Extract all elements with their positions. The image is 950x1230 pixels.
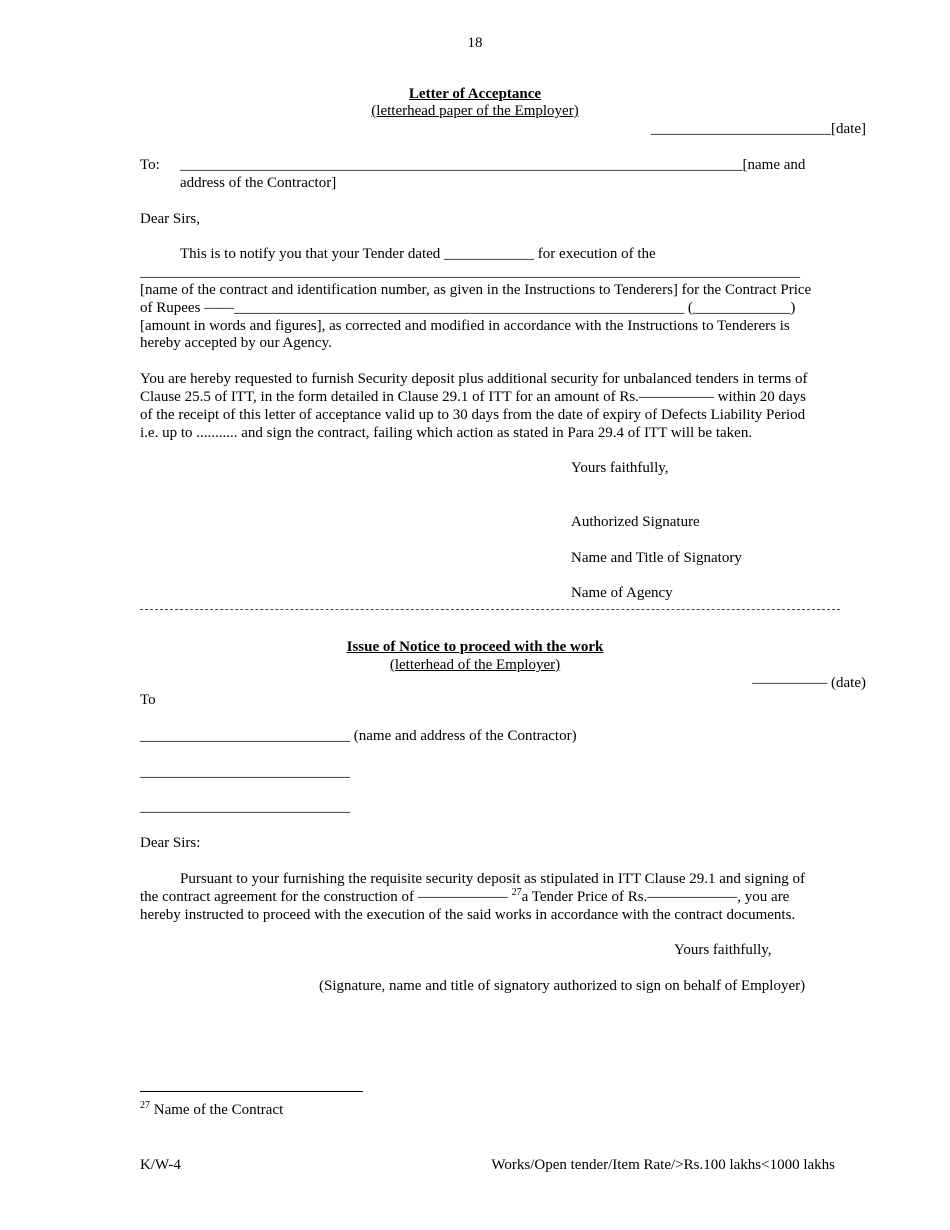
salutation: Dear Sirs,	[140, 211, 200, 227]
paragraph-2-line: of the receipt of this letter of acceptance valid up to 30 days from the date of expiry of Defects Liability Period	[140, 407, 806, 423]
notice-title: Issue of Notice to proceed with the work	[346, 639, 604, 655]
page-number: 18	[467, 35, 483, 51]
paragraph-2-line: Clause 25.5 of ITT, in the form detailed in Clause 29.1 of ITT for an amount of Rs.————— within 20 days	[140, 389, 806, 405]
paragraph-1-line: This is to notify you that your Tender dated ____________ for execution of the	[180, 246, 656, 262]
contractor-line-cont: address of the Contractor]	[180, 175, 337, 191]
closing: Yours faithfully,	[571, 460, 669, 476]
signature-note: (Signature, name and title of signatory authorized to sign on behalf of Employer)	[319, 978, 806, 994]
letter-of-acceptance-subtitle: (letterhead paper of the Employer)	[371, 103, 579, 119]
paragraph-2-line: You are hereby requested to furnish Security deposit plus additional security for unbalanced tenders in terms of	[140, 371, 808, 387]
footnote	[140, 1101, 283, 1119]
paragraph-1-line: [amount in words and figures], as corrected and modified in accordance with the Instructions to Tenderers is	[140, 318, 790, 334]
notice-address-line: ____________________________ (name and address of the Contractor)	[140, 728, 577, 744]
notice-paragraph-line	[140, 888, 789, 906]
paragraph-1-line: hereby accepted by our Agency.	[140, 335, 332, 351]
notice-paragraph-line: Pursuant to your furnishing the requisite security deposit as stipulated in ITT Clause 29.1 and signing of	[180, 871, 806, 887]
notice-address-line: ____________________________	[140, 764, 350, 780]
to-label: To:	[140, 157, 160, 173]
notice-closing: Yours faithfully,	[674, 942, 772, 958]
footnote-reference: 27	[511, 887, 522, 898]
footer-left: K/W-4	[140, 1157, 181, 1173]
notice-salutation: Dear Sirs:	[140, 835, 201, 851]
notice-to-label: To	[140, 692, 156, 708]
notice-paragraph-line: hereby instructed to proceed with the execution of the said works in accordance with the contract documents.	[140, 907, 796, 923]
authorized-signature: Authorized Signature	[571, 514, 700, 530]
agency-name: Name of Agency	[571, 585, 673, 601]
paragraph-1-line: ________________________________________________________________________________________	[140, 264, 800, 280]
notice-paragraph-text: the contract agreement for the construction of ——————	[140, 889, 512, 905]
footer-right: Works/Open tender/Item Rate/>Rs.100 lakhs<1000 lakhs	[491, 1157, 835, 1173]
section-divider	[140, 609, 840, 610]
paragraph-2-line: i.e. up to ........... and sign the contract, failing which action as stated in Para 29.4 of ITT will be taken.	[140, 425, 753, 441]
notice-address-line: ____________________________	[140, 799, 350, 815]
notice-date-line: ————— (date)	[752, 675, 866, 691]
footnote-number: 27	[140, 1100, 150, 1111]
signatory-name-title: Name and Title of Signatory	[571, 550, 742, 566]
notice-subtitle: (letterhead of the Employer)	[389, 657, 561, 673]
paragraph-1-line: [name of the contract and identification number, as given in the Instructions to Tenderers] for the Contract Price	[140, 282, 812, 298]
footnote-text: Name of the Contract	[150, 1102, 284, 1118]
notice-paragraph-text: a Tender Price of Rs.——————, you are	[521, 889, 790, 905]
contractor-line: ___________________________________________________________________________[name and	[180, 157, 806, 173]
date-line: ________________________[date]	[651, 121, 866, 137]
letter-of-acceptance-title: Letter of Acceptance	[408, 86, 542, 102]
footnote-rule	[140, 1091, 363, 1092]
paragraph-1-line: of Rupees ——____________________________________________________________ (_____________)	[140, 300, 796, 316]
